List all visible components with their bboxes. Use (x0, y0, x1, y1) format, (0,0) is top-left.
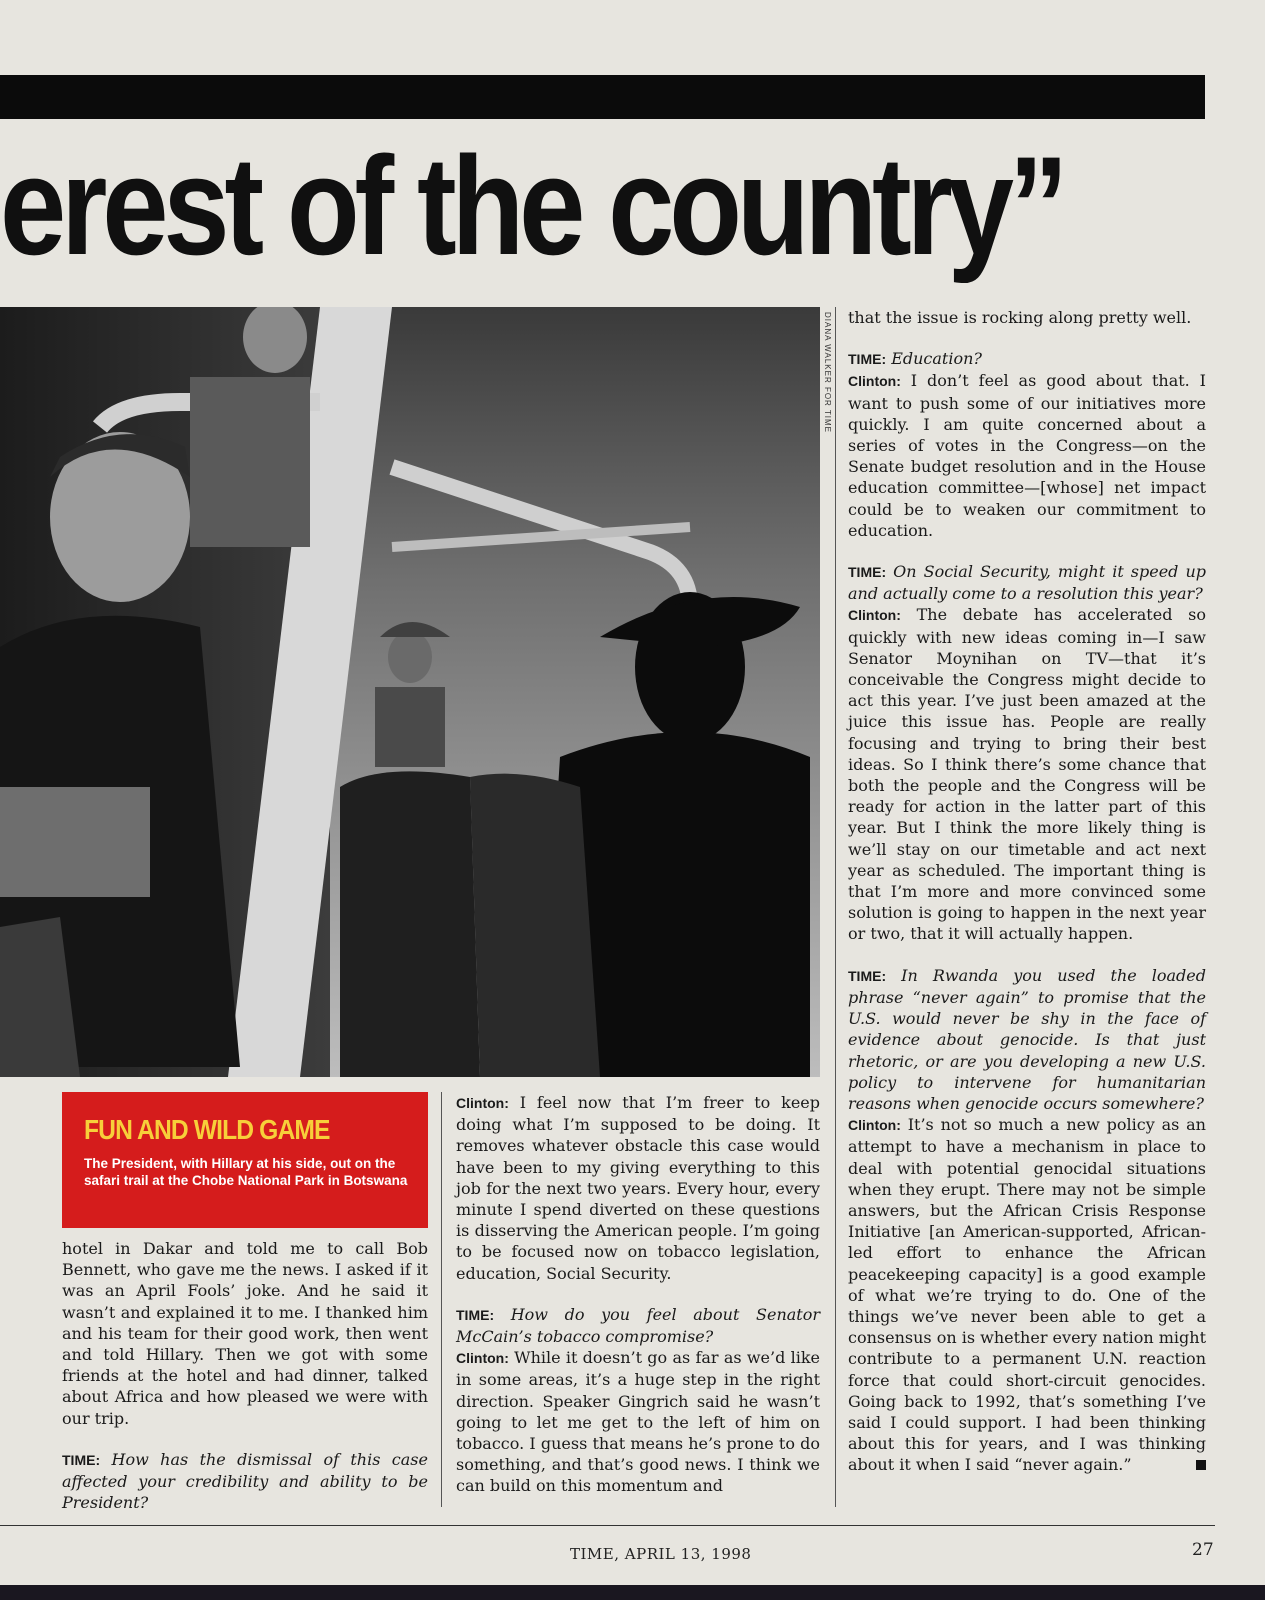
speaker-label: Clinton: (456, 1095, 509, 1111)
caption-text: The President, with Hillary at his side, out on the safari trail at the Chobe National Park in Botswana (84, 1156, 408, 1188)
speaker-label: TIME: (848, 967, 887, 984)
photo-credit: DIANA WALKER FOR TIME (823, 312, 832, 434)
question-text: Education? (891, 349, 982, 369)
question-text: How do you feel about Senator McCain’s tobacco compromise? (456, 1304, 820, 1347)
column-rule-right (835, 307, 836, 1507)
answer-text: The debate has accelerated so quickly with new ideas coming in—I saw Senator Moynihan on TV—that it’s conceivable the Congress might decide to act this year. I’ve just been amazed at the juice this issue has. People are really focusing and trying to bring their best ideas. So I think there’s some chance that both the people and the Congress will be ready for action in the latter part of this year. But I think the more likely thing is we’ll stay on our timetable and act next year as scheduled. The important thing is that I’m more and more convinced some solution is going to happen in the next year or two, that it will actually happen. (848, 605, 1207, 944)
answer-text: While it doesn’t go as far as we’d like in some areas, it’s a huge step in the right direction. Speaker Gingrich said he wasn’t going to let me get to the left of him on tobacco. I guess that means he’s prone to do something, and that’s good news. I think we can build on this momentum and (456, 1348, 820, 1496)
question-text: On Social Security, might it speed up and actually come to a resolution this year? (848, 562, 1206, 604)
safari-photo (0, 307, 820, 1077)
question (848, 965, 1206, 1114)
question-text: In Rwanda you used the loaded phrase “never again” to promise that the U.S. would never be shy in the face of evidence about genocide. Is that just rhetoric, or are you developing a new U.S. policy to intervene for humanitarian reasons when genocide occurs somewhere? (848, 965, 1206, 1113)
footer-rule (0, 1525, 1215, 1526)
speaker-label: Clinton: (456, 1350, 509, 1367)
answer-text: I feel now that I’m freer to keep doing what I’m supposed to be doing. It removes whatever obstacle this case would have been to my giving everything to this job for the next two years. Every hour, every minute I spend diverted on these questions is disserving the American people. I’m going to be focused now on tobacco legislation, education, Social Security. (456, 1093, 820, 1283)
question (62, 1449, 428, 1514)
answer (848, 1114, 1206, 1475)
question (848, 348, 1206, 370)
page-number: 27 (1192, 1540, 1214, 1560)
header-bar (0, 75, 1205, 119)
question (848, 561, 1206, 604)
end-mark-icon (1196, 1460, 1206, 1470)
answer (848, 370, 1206, 541)
speaker-label: TIME: (848, 564, 887, 581)
speaker-label: Clinton: (848, 373, 901, 390)
question-text: How has the dismissal of this case affected your credibility and ability to be President? (62, 1449, 428, 1513)
caption-title: FUN AND WILD GAME (84, 1114, 330, 1145)
answer (456, 1347, 820, 1496)
speaker-label: TIME: (456, 1306, 495, 1323)
answer-text: It’s not so much a new policy as an attempt to have a mechanism in place to deal with potential genocidal situations when they erupt. There may not be simple answers, but the African Crisis Response Initiative [an American-supported, African-led effort to enhance the African peacekeeping capacity] is a good example of what we’re trying to do. One of the things we’ve never been able to get a consensus on is whether every nation might contribute to a permanent U.N. reaction force that could short-circuit genocides. Going back to 1992, that’s something I’ve said I could support. I had been thinking about this for years, and I was thinking about it when I said “never again.” (848, 1115, 1206, 1475)
paragraph: hotel in Dakar and told me to call Bob Bennett, who gave me the news. I asked if it was an April Fools’ joke. And he said it wasn’t and explained it to me. I thanked him and his team for their good work, then went and told Hillary. Then we got with some friends at the hotel and had dinner, talked about Africa and how pleased we were with our trip. (62, 1239, 428, 1428)
speaker-label: Clinton: (848, 1117, 901, 1134)
speaker-label: TIME: (848, 351, 887, 368)
scan-edge (0, 1585, 1265, 1600)
speaker-label: Clinton: (848, 607, 901, 624)
answer-text: I don’t feel as good about that. I want to push some of our initiatives more quickly. I am quite concerned about a series of votes in the Congress—on the Senate budget resolution and in the House education committee—[whose] net impact could be to weaken our commitment to education. (848, 371, 1206, 540)
publication-line: TIME, APRIL 13, 1998 (570, 1545, 752, 1563)
headline: erest of the country” (0, 127, 1064, 284)
answer (456, 1092, 820, 1284)
article-column-2 (456, 1092, 820, 1497)
photo-caption-box (62, 1092, 428, 1228)
article-column-3 (848, 307, 1206, 1476)
speaker-label: TIME: (62, 1451, 101, 1468)
paragraph: that the issue is rocking along pretty well. (848, 308, 1192, 327)
question (456, 1304, 820, 1347)
column-rule-middle (441, 1092, 442, 1507)
answer (848, 604, 1206, 944)
article-column-1 (62, 1238, 428, 1513)
